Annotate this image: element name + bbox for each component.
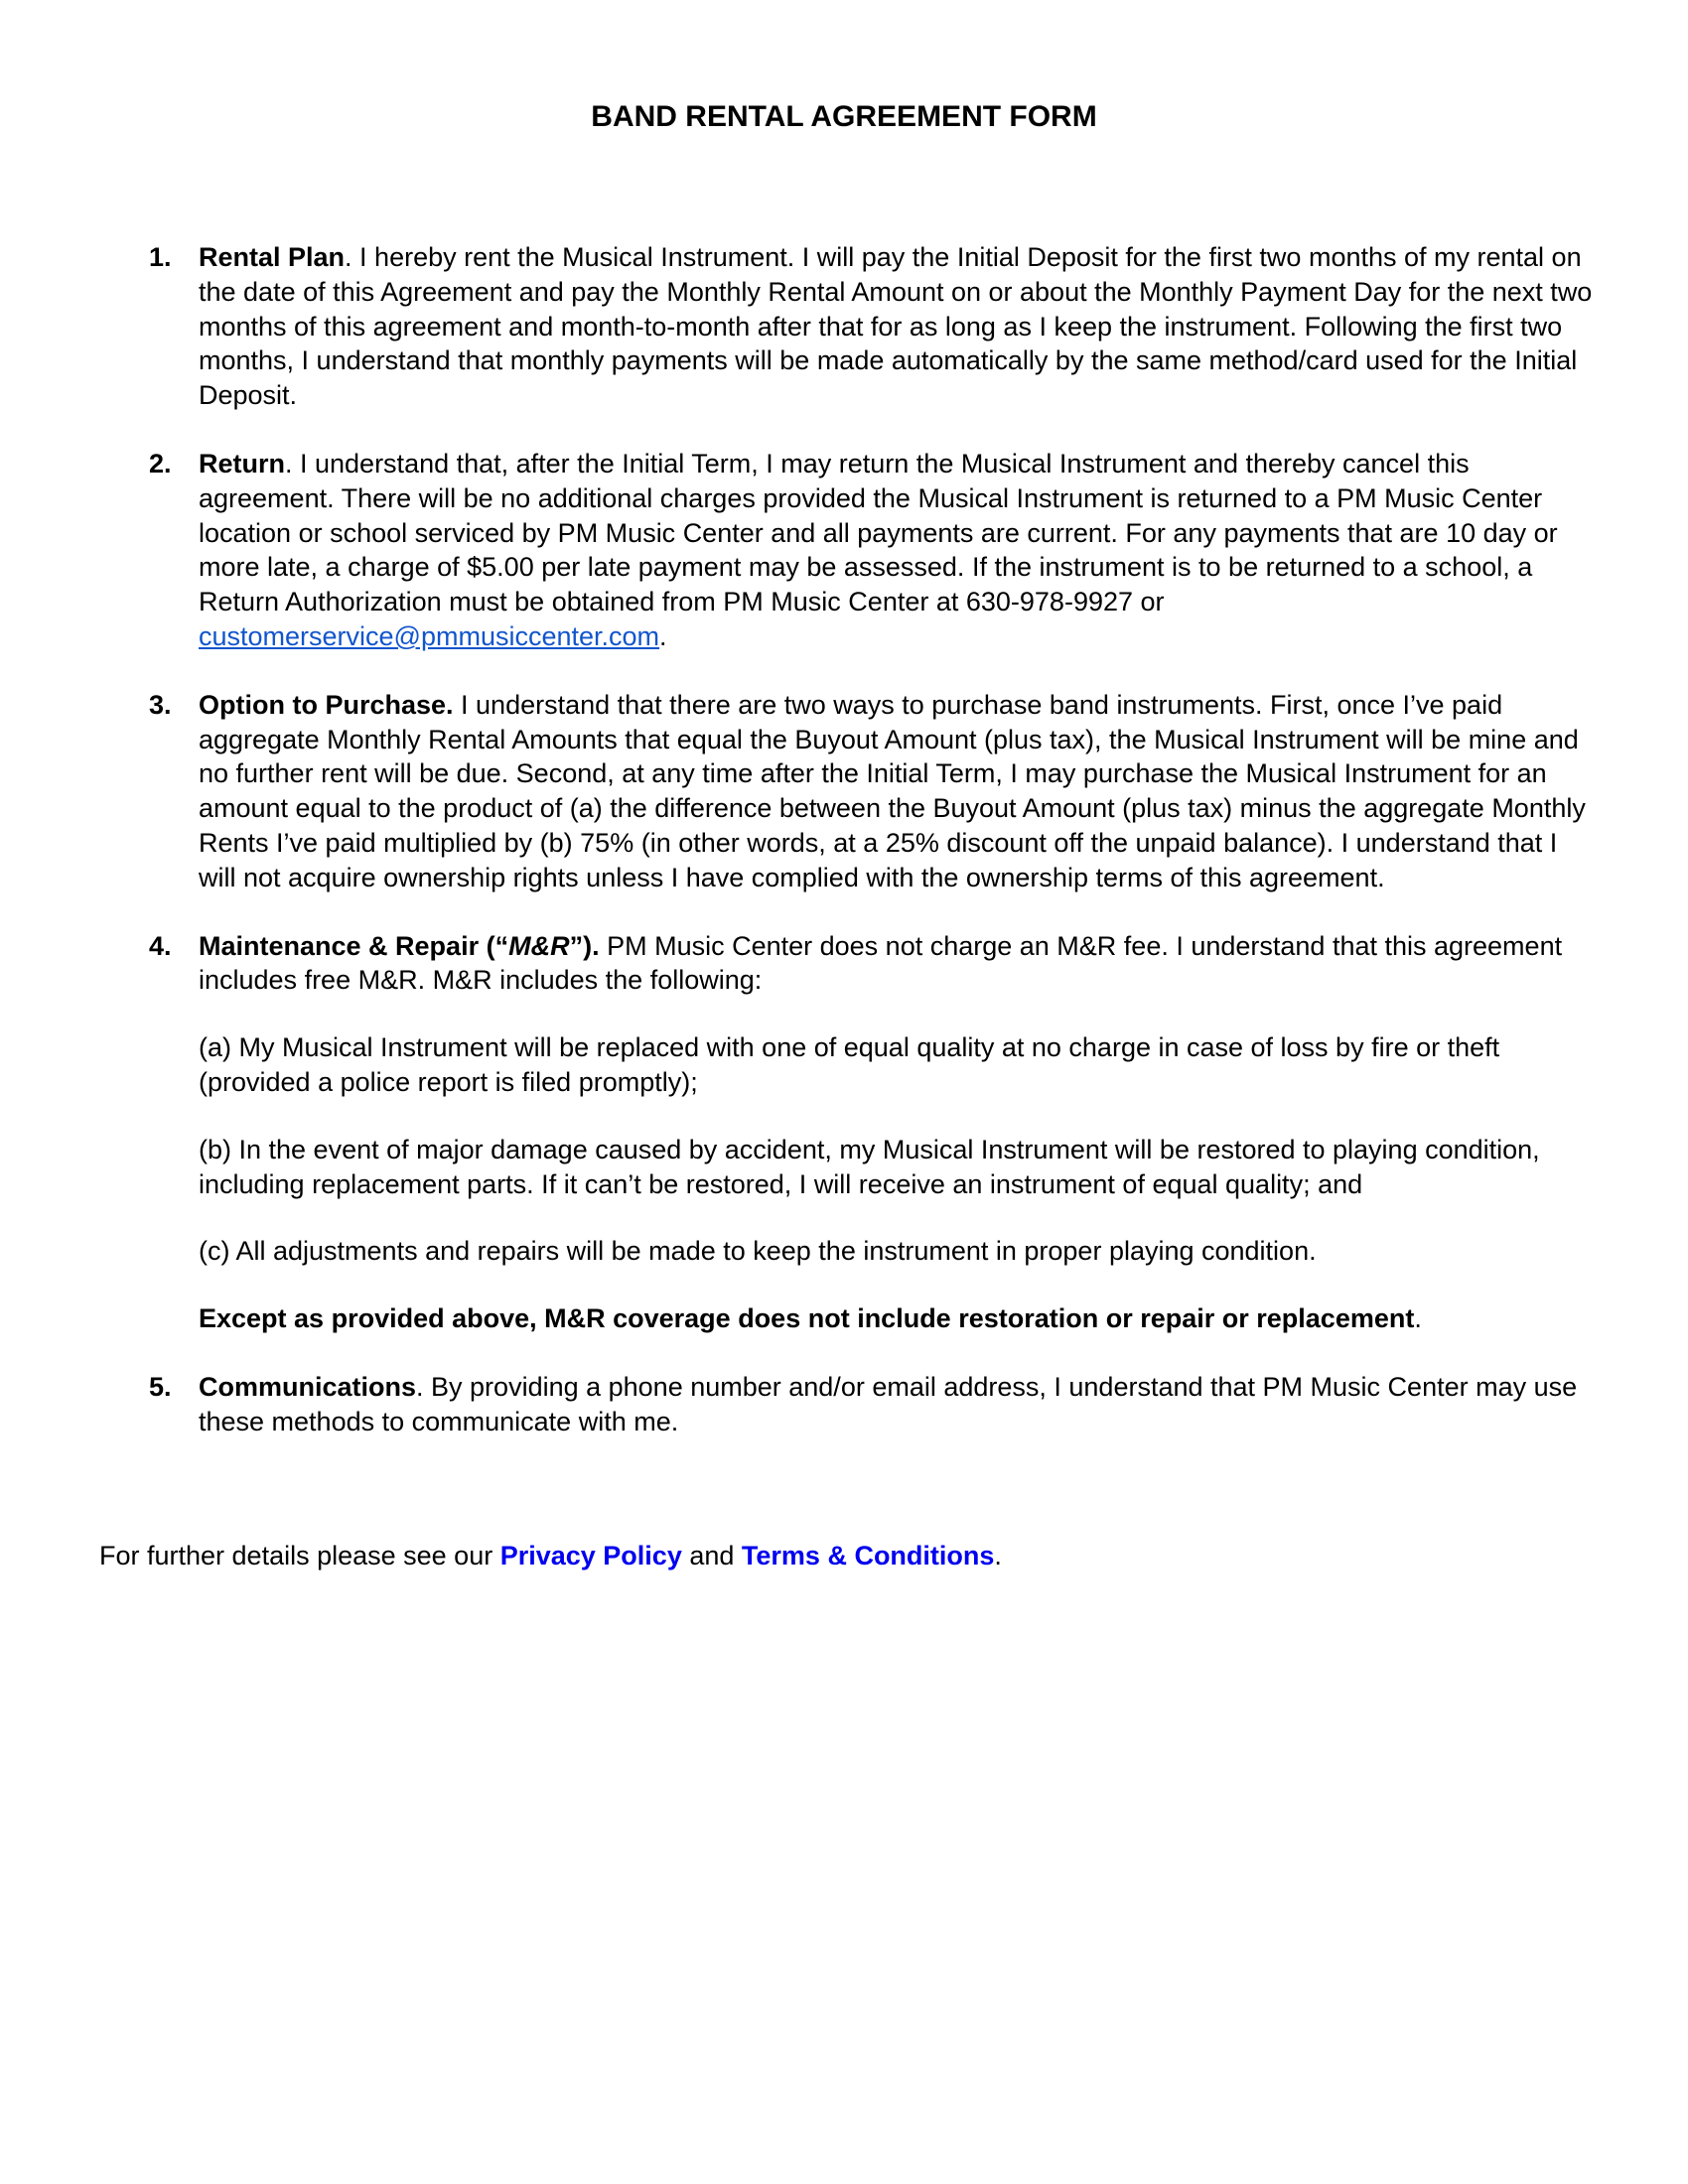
footer-note [99,1539,1589,1572]
section-heading: Return [199,448,285,478]
clause-c: (c) All adjustments and repairs will be made to keep the instrument in proper playing condition. [199,1236,1317,1267]
footer-tail: . [994,1541,1002,1570]
section-heading: Communications [199,1371,417,1402]
section-heading: Rental Plan [199,242,346,272]
section-heading: Option to Purchase. [199,689,454,720]
section-paragraph [199,929,1594,999]
section-body: . By providing a phone number and/or email address, I understand that PM Music Center may use these methods to communicate with me. [199,1371,1578,1436]
section-rental-plan [149,240,1594,413]
exception-tail: . [1414,1303,1422,1334]
customer-service-email-link[interactable]: customerservice@pmmusiccenter.com [199,620,660,651]
section-body: . I hereby rent the Musical Instrument. I will pay the Initial Deposit for the first two months of my rental on the date of this Agreement and pay the Monthly Rental Amount on or about the Monthly Payment Day for the next two months of this agreement and month-to-month after that for as long as I keep the instrument. Following the first two months, I understand that monthly payments will be made automatically by the same method/card used for the Initial Deposit. [199,242,1593,411]
section-paragraph [199,688,1594,895]
section-paragraph [199,1370,1594,1439]
privacy-policy-link[interactable]: Privacy Policy [499,1541,682,1570]
section-body: I understand that there are two ways to purchase band instruments. First, once I’ve paid aggregate Monthly Rental Amounts that equal the Buyout Amount (plus tax), the Musical Instrument will be mine and no further rent will be due. Second, at any time after the Initial Term, I may purchase the Musical Instrument for an amount equal to the product of (a) the difference between the Buyout Amount (plus tax) minus the aggregate Monthly Rents I’ve paid multiplied by (b) 75% (in other words, at a 25% discount off the unpaid balance). I understand that I will not acquire ownership rights unless I have complied with the ownership terms of this agreement. [199,689,1586,892]
agreement-sections [149,240,1594,1439]
exception-text: Except as provided above, M&R coverage does not include restoration or repair or replacement [199,1303,1415,1334]
section-number: 5. [149,1371,172,1402]
section-heading-italic: M&R [508,930,570,961]
clause-a: (a) My Musical Instrument will be replaced with one of equal quality at no charge in case of loss by fire or theft (provided a police report is filed promptly); [199,1032,1500,1097]
section-number: 3. [149,689,172,720]
exception-paragraph [199,1301,1594,1336]
section-heading-post: ”). [569,930,600,961]
section-maintenance-repair [149,929,1594,1336]
section-body: PM Music Center does not charge an M&R fee. I understand that this agreement includes free M&R. M&R includes the following: [199,930,1563,996]
section-number: 1. [149,242,172,272]
section-paragraph [199,447,1594,654]
section-option-to-purchase [149,688,1594,895]
section-heading-pre: Maintenance & Repair (“ [199,930,509,961]
terms-conditions-link[interactable]: Terms & Conditions [741,1541,995,1570]
footer-lead: For further details please see our [99,1541,500,1570]
page-title: BAND RENTAL AGREEMENT FORM [591,100,1097,133]
section-communications [149,1370,1594,1439]
section-return [149,447,1594,654]
clause-b: (b) In the event of major damage caused by accident, my Musical Instrument will be restored to playing condition, including replacement parts. If it can’t be restored, I will receive an instrument of equal quality; and [199,1134,1540,1199]
footer-and: and [681,1541,742,1570]
section-body-tail: . [659,620,667,651]
section-paragraph [199,240,1594,413]
section-number: 2. [149,448,172,478]
section-number: 4. [149,930,172,961]
section-body: . I understand that, after the Initial Term, I may return the Musical Instrument and thereby cancel this agreement. There will be no additional charges provided the Musical Instrument is returned to a PM Music Center location or school serviced by PM Music Center and all payments are current. For any payments that are 10 day or more late, a charge of $5.00 per late payment may be assessed. If the instrument is to be returned to a school, a Return Authorization must be obtained from PM Music Center at 630-978-9927 or [199,448,1558,617]
